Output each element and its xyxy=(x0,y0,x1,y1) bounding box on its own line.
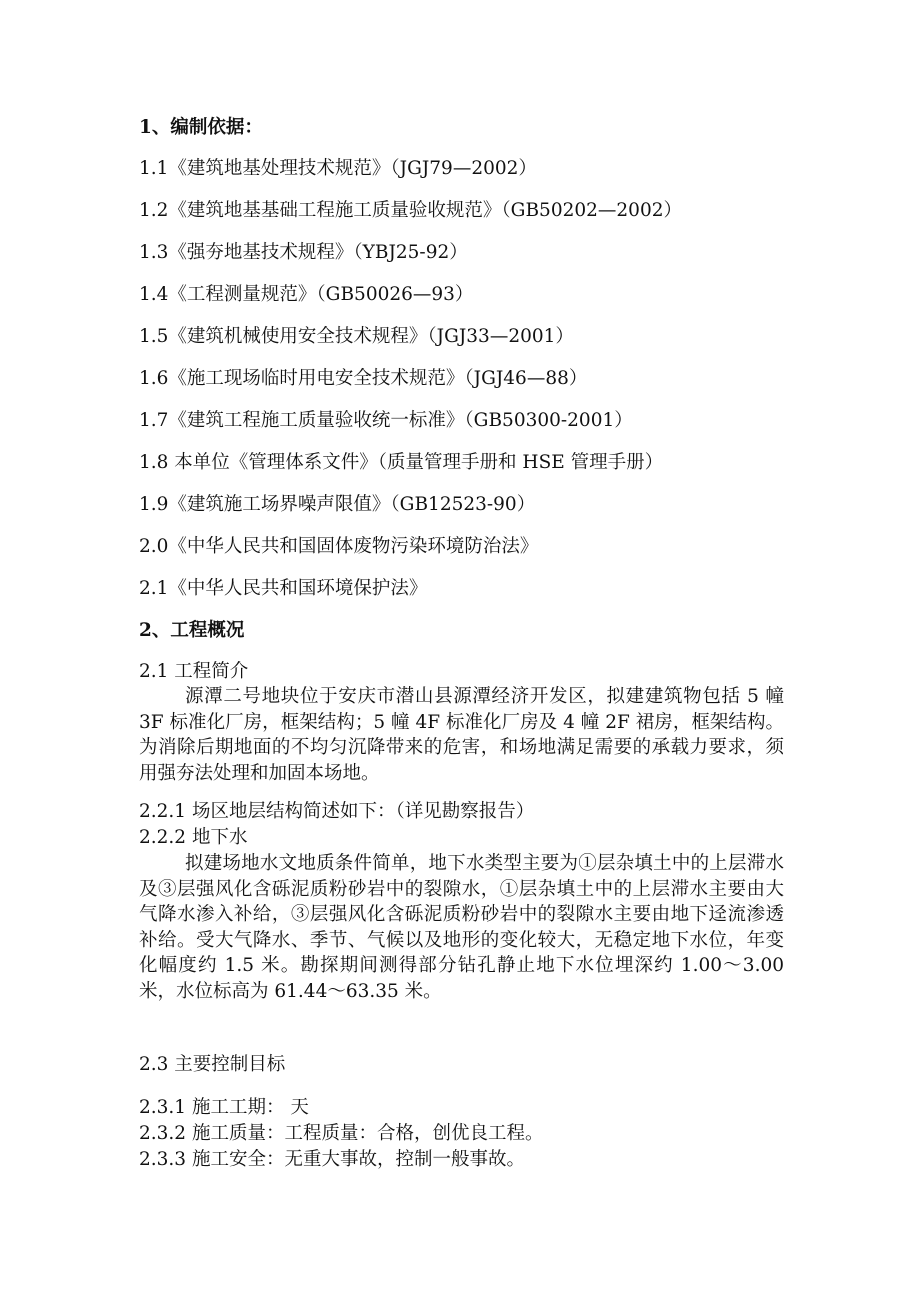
target-item: 2.3.3 施工安全：无重大事故，控制一般事故。 xyxy=(139,1149,525,1170)
intro-title: 2.1 工程简介 xyxy=(139,661,249,682)
targets-title: 2.3 主要控制目标 xyxy=(139,1054,286,1075)
target-item: 2.3.2 施工质量：工程质量：合格，创优良工程。 xyxy=(139,1123,544,1144)
target-item: 2.3.1 施工工期： 天 xyxy=(139,1097,309,1118)
strata-title: 2.2.1 场区地层结构简述如下：（详见勘察报告） xyxy=(139,801,535,822)
reference-item: 1.4《工程测量规范》（GB50026—93） xyxy=(139,284,474,305)
reference-item: 1.6《施工现场临时用电安全技术规范》（JGJ46—88） xyxy=(139,368,588,389)
reference-item: 1.1《建筑地基处理技术规范》（JGJ79—2002） xyxy=(139,158,537,179)
reference-item: 1.5《建筑机械使用安全技术规程》（JGJ33—2001） xyxy=(139,326,574,347)
reference-item: 1.9《建筑施工场界噪声限值》（GB12523-90） xyxy=(139,494,536,515)
groundwater-paragraph: 拟建场地水文地质条件简单，地下水类型主要为①层杂填土中的上层滞水及③层强风化含砾泥质粉砂岩中的裂隙水，①层杂填土中的上层滞水主要由大气降水渗入补给，③层强风化含砾泥质粉砂岩中的裂隙水主要由地下迳流渗透补给。受大气降水、季节、气候以及地形的变化较大，无稳定地下水位，年变化幅度约 1.5 米。勘探期间测得部分钻孔静止地下水位埋深约 1.00～3.00 米，水位标高为 61.44～63.35 米。 xyxy=(139,853,784,1002)
groundwater-title: 2.2.2 地下水 xyxy=(139,827,248,848)
reference-item: 1.7《建筑工程施工质量验收统一标准》（GB50300-2001） xyxy=(139,410,633,431)
reference-item: 1.3《强夯地基技术规程》（YBJ25-92） xyxy=(139,242,468,263)
section-1-heading: 1、编制依据： xyxy=(139,117,263,138)
reference-item: 1.2《建筑地基基础工程施工质量验收规范》（GB50202—2002） xyxy=(139,200,682,221)
reference-item: 2.1《中华人民共和国环境保护法》 xyxy=(139,578,428,599)
reference-item: 1.8 本单位《管理体系文件》（质量管理手册和 HSE 管理手册） xyxy=(139,452,664,473)
section-2-heading: 2、工程概况 xyxy=(139,620,245,641)
intro-paragraph: 源潭二号地块位于安庆市潜山县源潭经济开发区，拟建建筑物包括 5 幢 3F 标准化厂房，框架结构；5 幢 4F 标准化厂房及 4 幢 2F 裙房，框架结构。为消除后期地面的不均匀沉降带来的危害，和场地满足需要的承载力要求，须用强夯法处理和加固本场地。 xyxy=(139,686,784,784)
reference-item: 2.0《中华人民共和国固体废物污染环境防治法》 xyxy=(139,536,539,557)
